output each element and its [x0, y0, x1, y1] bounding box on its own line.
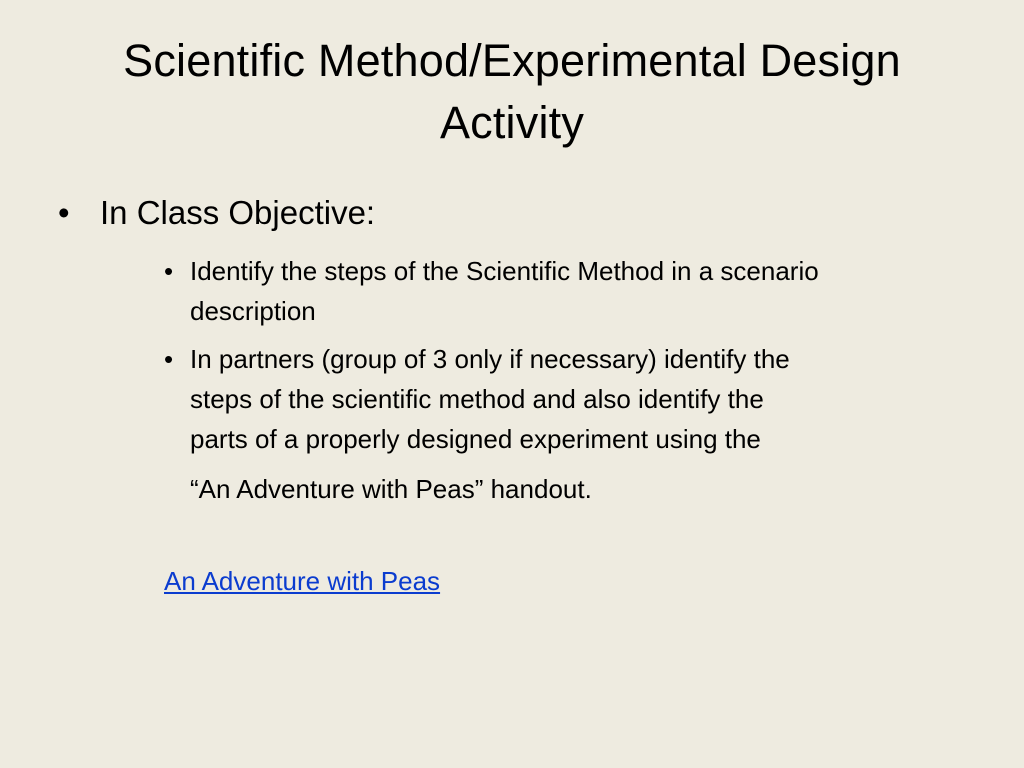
sub-bullet-line: steps of the scientific method and also identify the	[190, 384, 764, 414]
slide-title	[40, 30, 984, 154]
sub-bullet-text	[190, 339, 960, 509]
sub-bullet-line: Identify the steps of the Scientific Method in a scenario	[190, 256, 819, 286]
objective-heading: In Class Objective:	[100, 194, 376, 231]
slide-title-line-1: Scientific Method/Experimental Design	[123, 35, 901, 86]
slide-title-line-2: Activity	[439, 97, 585, 148]
sub-bullet-line: “An Adventure with Peas” handout.	[190, 474, 592, 504]
adventure-with-peas-link[interactable]: An Adventure with Peas	[164, 566, 441, 596]
sub-bullet-line: parts of a properly designed experiment using the	[190, 424, 761, 454]
sub-bullet-text	[190, 251, 960, 331]
sub-bullet-line: In partners (group of 3 only if necessary) identify the	[190, 344, 790, 374]
bullet-dot-icon: •	[164, 256, 174, 286]
sub-bullet-line: description	[190, 296, 316, 326]
bullet-dot-icon: •	[164, 344, 174, 374]
bullet-dot-icon: •	[58, 194, 70, 231]
